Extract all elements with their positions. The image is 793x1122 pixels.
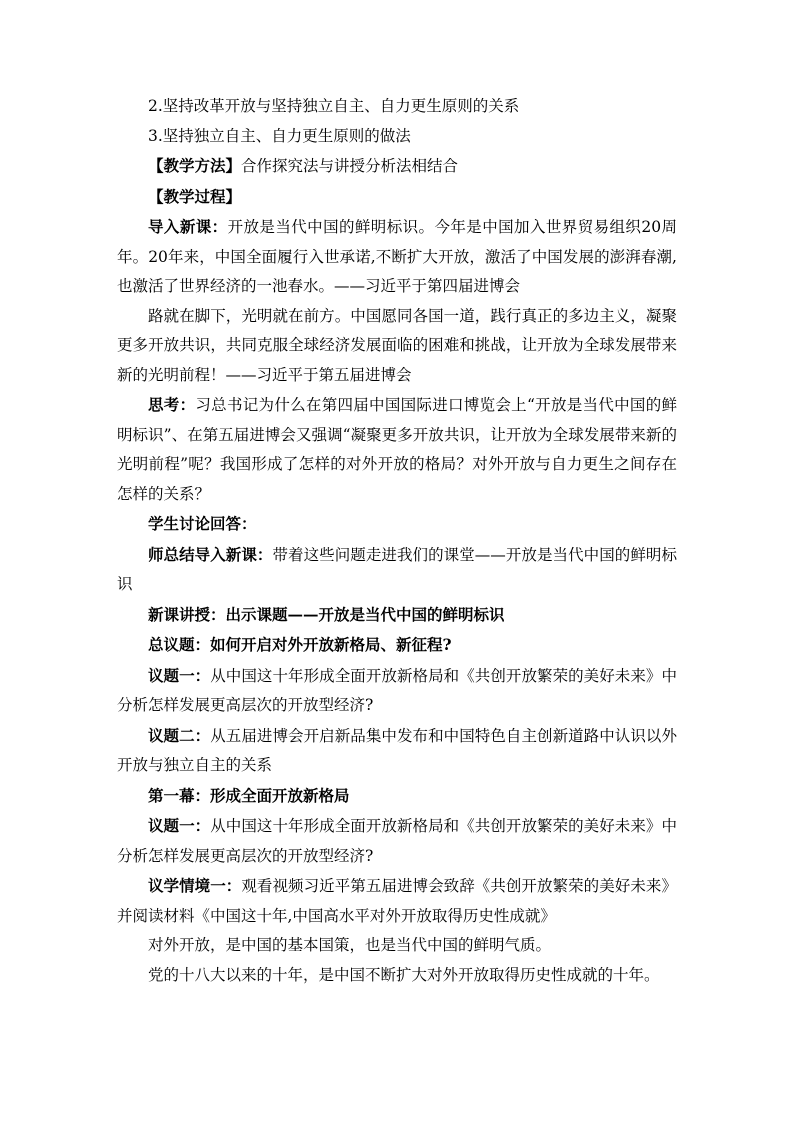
point-3: 3.坚持独立自主、自力更生原则的做法: [148, 126, 411, 145]
teacher-text: 带着这些问题走进我们的课堂——开放是当代中国的鲜明标识: [117, 545, 677, 593]
new-lesson-heading: [117, 600, 677, 631]
situation-1-label: 议学情境一：: [148, 876, 242, 895]
think-text: 习总书记为什么在第四届中国国际进口博览会上“开放是当代中国的鲜明标识”、在第五届进博会又强调“凝聚更多开放共识，让开放为全球发展带来新的光明前程”呢？我国形成了怎样的对外开放的格局？对外开放与自力更生之间存在怎样的关系？: [117, 396, 677, 503]
teaching-method: [117, 151, 677, 182]
new-lesson-text: 新课讲授：出示课题——开放是当代中国的鲜明标识: [148, 604, 505, 624]
document-body: [117, 92, 677, 990]
topic-2: [117, 721, 677, 781]
student-label: 学生讨论回答：: [148, 514, 257, 533]
act-1-heading: [117, 781, 677, 812]
quote-paragraph: 路就在脚下，光明就在前方。中国愿同各国一道，践行真正的多边主义，凝聚更多开放共识，共同克服全球经济发展面临的困难和挑战，让开放为全球发展带来新的光明前程！——习近平于第五届进博会: [117, 306, 677, 384]
topic-1: [117, 661, 677, 721]
intro-paragraph: [117, 212, 677, 302]
situation-1-text: 观看视频习近平第五届进博会致辞《共创开放繁荣的美好未来》并阅读材料《中国这十年,中国高水平对外开放取得历史性成就》: [117, 877, 677, 925]
topic-1-repeat-label: 议题一：: [148, 816, 211, 835]
teaching-process-heading: [117, 182, 677, 213]
teaching-method-text: 合作探究法与讲授分析法相结合: [241, 157, 459, 175]
total-topic-heading: [117, 630, 677, 661]
teacher-label: 师总结导入新课：: [148, 544, 273, 564]
topic-1-repeat: [117, 811, 677, 871]
think-label: 思考：: [148, 395, 196, 414]
intro-text: 开放是当代中国的鲜明标识。今年是中国加入世界贸易组织20周年。20年来，中国全面履行入世承诺,不断扩大开放，激活了中国发展的澎湃春潮,也激活了世界经济的一池春水。——习近平于第四届进博会: [117, 218, 677, 295]
total-topic-text: 总议题：如何开启对外开放新格局、新征程?: [148, 635, 452, 654]
think-paragraph: [117, 390, 677, 509]
opening-policy-paragraph: 对外开放，是中国的基本国策，也是当代中国的鲜明气质。: [148, 936, 552, 954]
student-discussion: [117, 509, 677, 540]
topic-2-text: 从五届进博会开启新品集中发布和中国特色自主创新道路中认识以外开放与独立自主的关系: [117, 726, 677, 774]
point-2: 2.坚持改革开放与坚持独立自主、自力更生原则的关系: [148, 97, 520, 115]
teaching-method-label: 【教学方法】: [148, 156, 242, 175]
situation-1: [117, 871, 677, 931]
topic-2-label: 议题二：: [148, 725, 211, 745]
act-1-text: 第一幕：形成全面开放新格局: [148, 785, 350, 805]
teacher-summary: [117, 540, 677, 600]
decade-paragraph: 党的十八大以来的十年，是中国不断扩大对外开放取得历史性成就的十年。: [148, 965, 660, 984]
topic-1-repeat-text: 从中国这十年形成全面开放新格局和《共创开放繁荣的美好未来》中分析怎样发展更高层次的开放型经济?: [117, 817, 677, 865]
topic-1-text: 从中国这十年形成全面开放新格局和《共创开放繁荣的美好未来》中分析怎样发展更高层次的开放型经济?: [117, 666, 677, 714]
topic-1-label: 议题一：: [148, 665, 211, 685]
intro-label: 导入新课：: [148, 217, 228, 236]
teaching-process-label: 【教学过程】: [148, 186, 242, 206]
